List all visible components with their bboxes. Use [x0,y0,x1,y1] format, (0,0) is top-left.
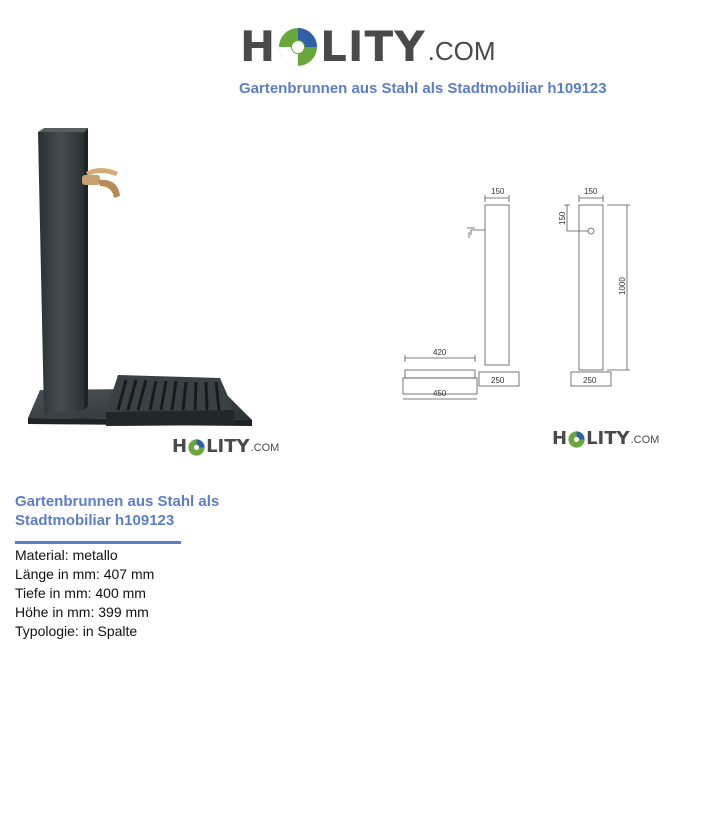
title-divider [15,541,181,544]
page-title: Gartenbrunnen aus Stahl als Stadtmobiliar h109123 [239,80,607,97]
watermark-suffix: .COM [250,442,280,454]
dim-base-side: 250 [491,376,505,385]
watermark-left: H [172,436,188,457]
dim-base-front: 250 [583,376,597,385]
spec-depth: Tiefe in mm: 400 mm [15,585,146,601]
technical-drawing[interactable] [395,180,640,405]
dim-height: 1000 [618,277,627,295]
drawing-watermark-suffix: .COM [630,434,660,446]
spec-length: Länge in mm: 407 mm [15,566,155,582]
site-logo[interactable] [240,14,496,71]
watermark-swirl-icon [188,439,205,456]
drawing-watermark-logo [552,430,659,448]
dim-top-width-side: 150 [491,187,505,196]
drawing-watermark-swirl-icon [568,431,585,448]
watermark-right: LITY [206,436,250,457]
logo-letters-left: H [240,22,277,71]
drawing-watermark-right: LITY [586,428,630,449]
dim-top-width-front: 150 [584,187,598,196]
photo-watermark-logo [172,438,279,456]
dim-tap-height: 150 [558,211,567,225]
product-title: Gartenbrunnen aus Stahl als Stadtmobiliar h109123 [15,493,220,529]
logo-wordmark [240,22,426,71]
drawing-watermark-left: H [552,428,568,449]
spec-height: Höhe in mm: 399 mm [15,604,149,620]
drawing-watermark-wordmark [552,430,630,448]
spec-type: Typologie: in Spalte [15,623,138,639]
spec-list [15,546,154,641]
logo-letters-right: LITY [320,22,426,71]
logo-suffix: .COM [427,36,496,66]
dim-tray-outer: 450 [433,389,447,398]
dim-tray-inner: 420 [433,348,447,357]
logo-swirl-icon [278,27,318,67]
spec-material: Material: metallo [15,547,118,563]
product-photo[interactable] [20,120,270,470]
watermark-wordmark [172,438,250,456]
